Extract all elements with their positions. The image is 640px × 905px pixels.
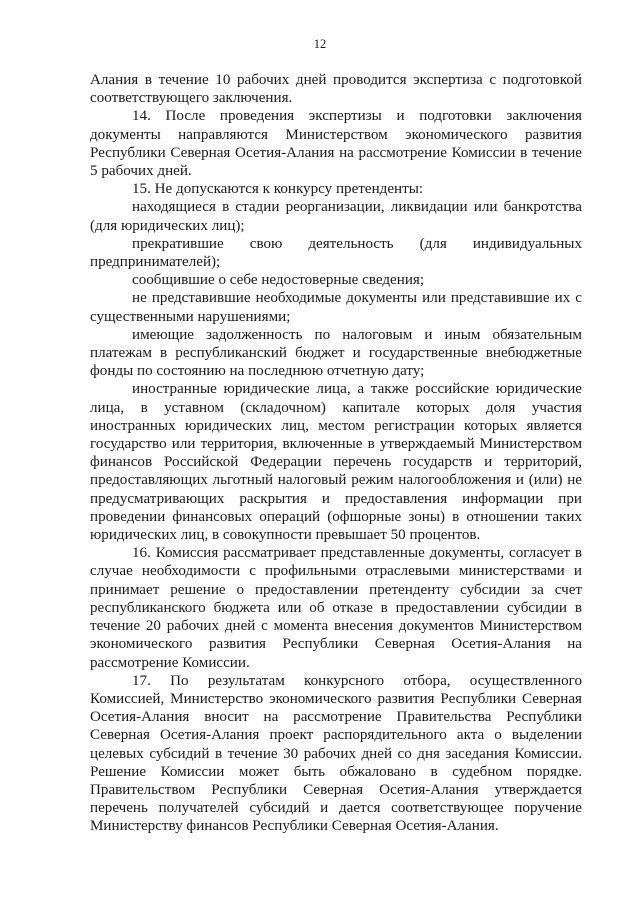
text-line: Правительством Республики Северная Осетия-Алания утверждается [90,781,582,798]
text-line: экономического развития Республики Северная Осетия-Алания на [90,636,582,653]
text-line: государство или территория, включенные в утверждаемый Министерством [90,436,582,453]
text-line: юридических лиц, в совокупности превышает 50 процентов. [90,527,481,544]
text-line: Осетия-Алания вносит на рассмотрение Правительства Республики [90,709,582,726]
text-line: 14. После проведения экспертизы и подготовки заключения [132,108,582,125]
text-line: платежам в республиканский бюджет и государственные внебюджетные [90,345,582,362]
text-line: течение 20 рабочих дней с момента внесения документов Министерством [90,618,582,635]
text-line: республиканского бюджета или об отказе в предоставлении субсидии в [90,599,582,616]
text-line: 15. Не допускаются к конкурсу претенденты: [132,181,424,198]
text-line: предоставляющих льготный налоговый режим налогообложения и (или) не [90,472,582,489]
text-line: 17. По результатам конкурсного отбора, осуществленного [132,672,582,689]
text-line: проведении финансовых операций (офшорные зоны) в отношении таких [90,508,582,525]
text-line: Комиссией, Министерство экономического развития Республики Северная [90,690,582,707]
text-line: целевых субсидий в течение 30 рабочих дней со дня заседания Комиссии. [90,745,582,762]
text-line: находящиеся в стадии реорганизации, ликвидации или банкротства [132,199,582,216]
text-line: соответствующего заключения. [90,90,293,107]
text-line: принимает решение о предоставлении претенденту субсидии за счет [90,581,582,598]
text-line: имеющие задолженность по налоговым и иным обязательным [132,326,582,343]
text-line: Северная Осетия-Алания проект распорядительного акта о выделении [90,727,582,744]
text-line: (для юридических лиц); [90,217,245,234]
text-line: 16. Комиссия рассматривает представленные документы, согласует в [132,545,582,562]
text-line: 5 рабочих дней. [90,163,192,180]
text-line: сообщившие о себе недостоверные сведения; [132,272,425,289]
page-number: 12 [313,37,327,51]
document-body [90,71,582,836]
text-line: фонды по состоянию на последнюю отчетную дату; [90,363,425,380]
text-line: Министерству финансов Республики Северная Осетия-Алания. [90,818,499,835]
text-line: финансов Российской Федерации перечень государств и территорий, [90,454,582,471]
text-line: рассмотрение Комиссии. [90,654,250,671]
text-line: предусматривающих раскрытия и предоставления информации при [90,490,582,507]
text-line: предпринимателей); [90,254,221,271]
text-line: Республики Северная Осетия-Алания на рассмотрение Комиссии в течение [90,144,582,161]
text-line: перечень получателей субсидий и дается соответствующее поручение [90,800,582,817]
text-line: Алания в течение 10 рабочих дней проводится экспертиза с подготовкой [90,72,582,88]
text-line: иностранных юридических лиц, местом регистрации которых является [90,417,582,434]
text-line: иностранные юридические лица, а также российские юридические [132,381,582,398]
text-line: документы направляются Министерством экономического развития [90,126,582,143]
text-line: существенными нарушениями; [90,308,291,325]
text-line: прекратившие свою деятельность (для индивидуальных [132,235,582,252]
text-line: случае необходимости с профильными отраслевыми министерствами и [90,563,582,580]
text-line: не представившие необходимые документы или представившие их с [132,290,582,307]
text-line: Решение Комиссии может быть обжаловано в судебном порядке. [90,763,582,780]
text-line: лица, в уставном (складочном) капитале которых доля участия [90,399,582,416]
